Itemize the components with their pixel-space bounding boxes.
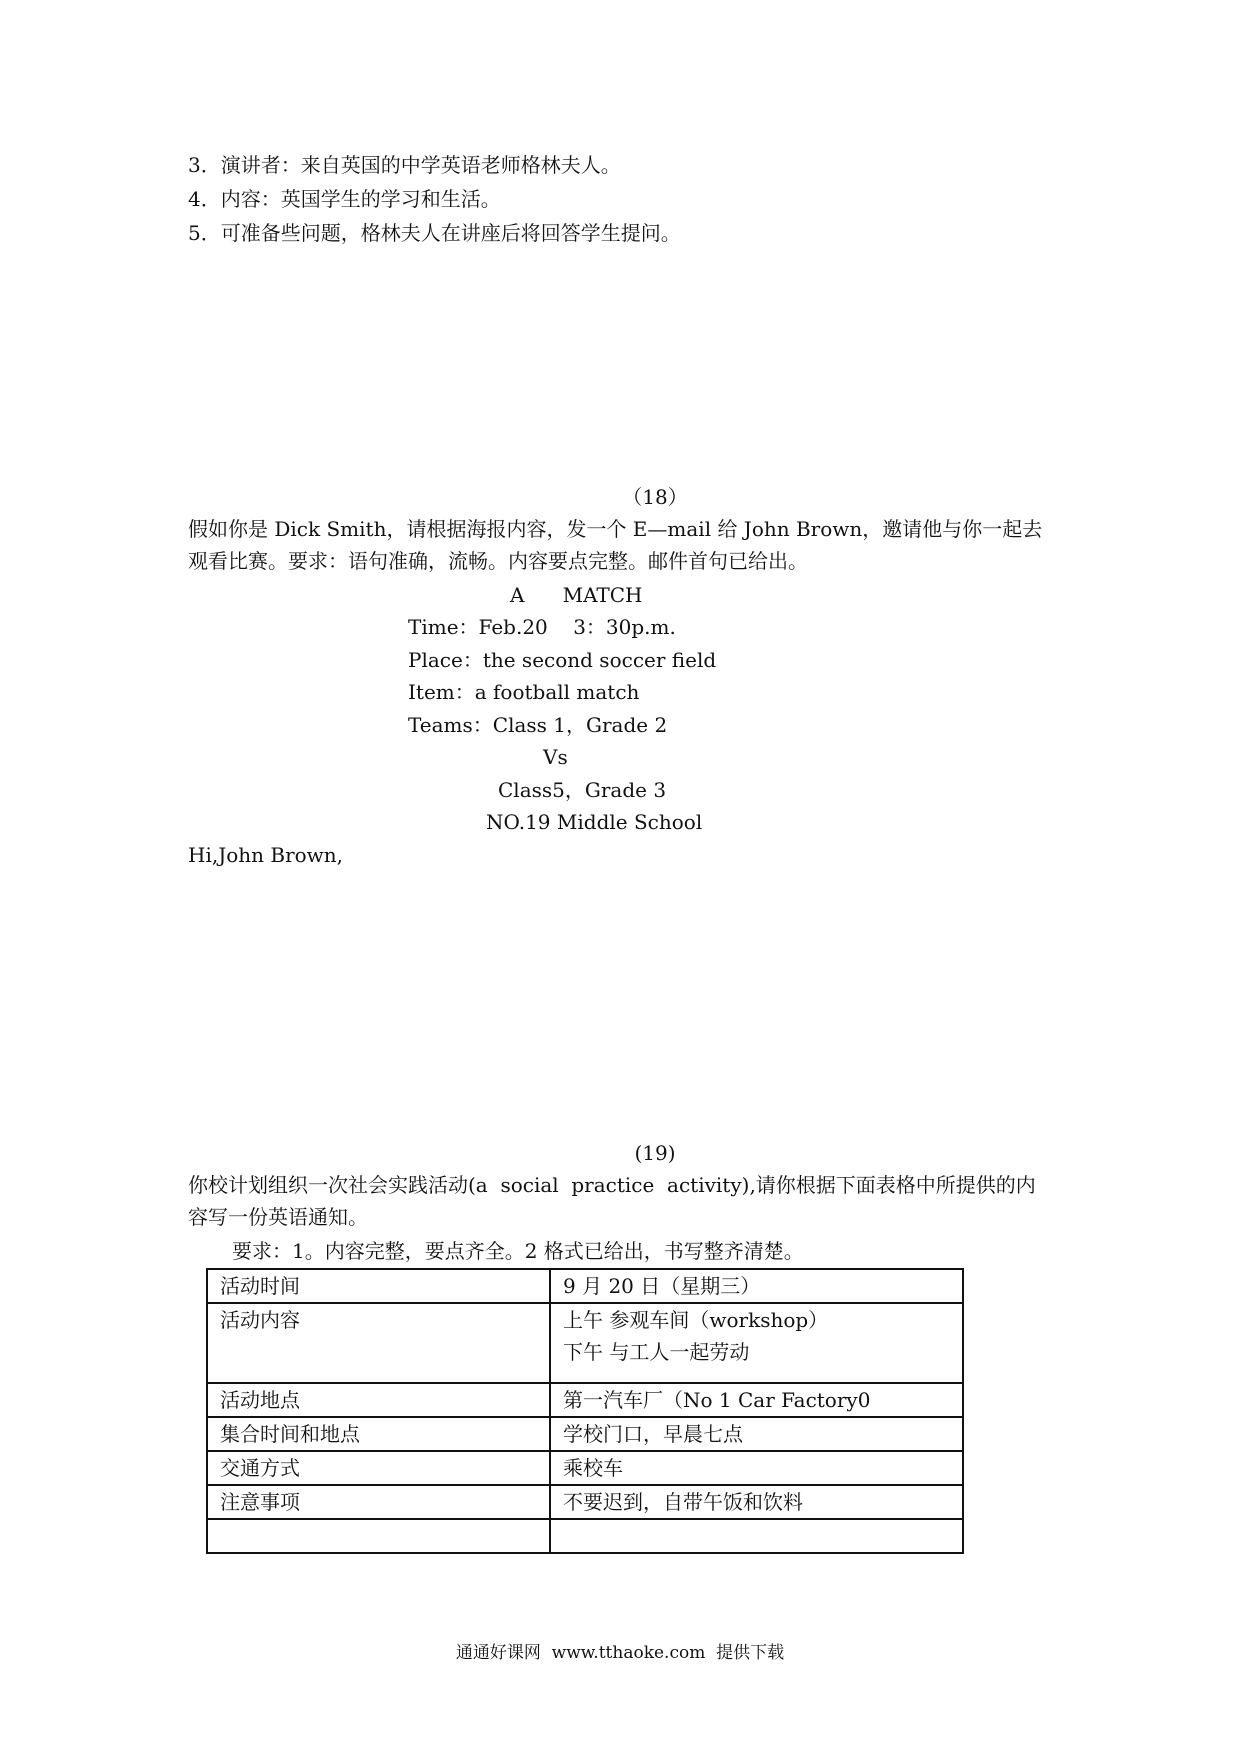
footer-text: 通通好课网 www.tthaoke.com 提供下载 xyxy=(455,1643,785,1663)
table-value-line: 不要迟到，自带午饭和饮料 xyxy=(563,1490,803,1514)
table-row xyxy=(207,1269,963,1303)
table-row xyxy=(207,1417,963,1451)
table-value-line: 第一汽车厂（No 1 Car Factory0 xyxy=(563,1388,871,1412)
table-value-cell xyxy=(550,1485,963,1519)
question-19-requirements: 要求：1。内容完整，要点齐全。2 格式已给出，书写整齐清楚。 xyxy=(232,1239,804,1263)
question-18-number: （18） xyxy=(622,485,688,509)
table-label-cell xyxy=(207,1519,550,1553)
table-value-cell xyxy=(550,1451,963,1485)
note-item-4: 4．内容：英国学生的学习和生活。 xyxy=(188,187,501,211)
poster-vs: Vs xyxy=(543,745,568,769)
table-label-cell: 交通方式 xyxy=(207,1451,550,1485)
question-19-prompt-line-2: 容写一份英语通知。 xyxy=(188,1205,368,1229)
question-19-prompt-line-1: 你校计划组织一次社会实践活动(a social practice activity),请你根据下面表格中所提供的内 xyxy=(188,1173,1036,1197)
poster-place: Place：the second soccer field xyxy=(408,648,717,672)
note-item-3: 3．演讲者：来自英国的中学英语老师格林夫人。 xyxy=(188,153,621,177)
table-value-line: 下午 与工人一起劳动 xyxy=(563,1340,750,1364)
table-value-cell xyxy=(550,1303,963,1383)
activity-table xyxy=(206,1268,964,1554)
poster-teams: Teams：Class 1，Grade 2 xyxy=(408,713,668,737)
table-label-cell: 活动时间 xyxy=(207,1269,550,1303)
table-label-cell: 活动内容 xyxy=(207,1303,550,1383)
question-19-number: (19) xyxy=(634,1141,676,1165)
table-value-line: 乘校车 xyxy=(563,1456,623,1480)
poster-item: Item：a football match xyxy=(408,680,640,704)
poster-school: NO.19 Middle School xyxy=(486,810,703,834)
note-item-5: 5．可准备些问题，格林夫人在讲座后将回答学生提问。 xyxy=(188,221,681,245)
table-value-cell xyxy=(550,1519,963,1553)
table-label-cell: 集合时间和地点 xyxy=(207,1417,550,1451)
question-18-prompt-line-1: 假如你是 Dick Smith，请根据海报内容，发一个 E—mail 给 John Brown，邀请他与你一起去 xyxy=(188,517,1043,541)
table-row xyxy=(207,1303,963,1383)
question-18-prompt-line-2: 观看比赛。要求：语句准确，流畅。内容要点完整。邮件首句已给出。 xyxy=(188,549,808,573)
poster-team-b: Class5，Grade 3 xyxy=(498,778,667,802)
table-value-line: 9 月 20 日（星期三） xyxy=(563,1274,761,1298)
table-label-cell: 活动地点 xyxy=(207,1383,550,1417)
table-value-cell xyxy=(550,1417,963,1451)
table-row xyxy=(207,1519,963,1553)
table-value-line: 学校门口，早晨七点 xyxy=(563,1422,743,1446)
table-label-cell: 注意事项 xyxy=(207,1485,550,1519)
poster-title: A MATCH xyxy=(510,583,643,607)
table-value-cell xyxy=(550,1383,963,1417)
table-row xyxy=(207,1451,963,1485)
email-greeting: Hi,John Brown, xyxy=(188,843,344,867)
table-row xyxy=(207,1383,963,1417)
table-value-cell xyxy=(550,1269,963,1303)
poster-time: Time：Feb.20 3：30p.m. xyxy=(408,615,676,639)
table-row xyxy=(207,1485,963,1519)
table-value-line: 上午 参观车间（workshop） xyxy=(563,1308,829,1332)
